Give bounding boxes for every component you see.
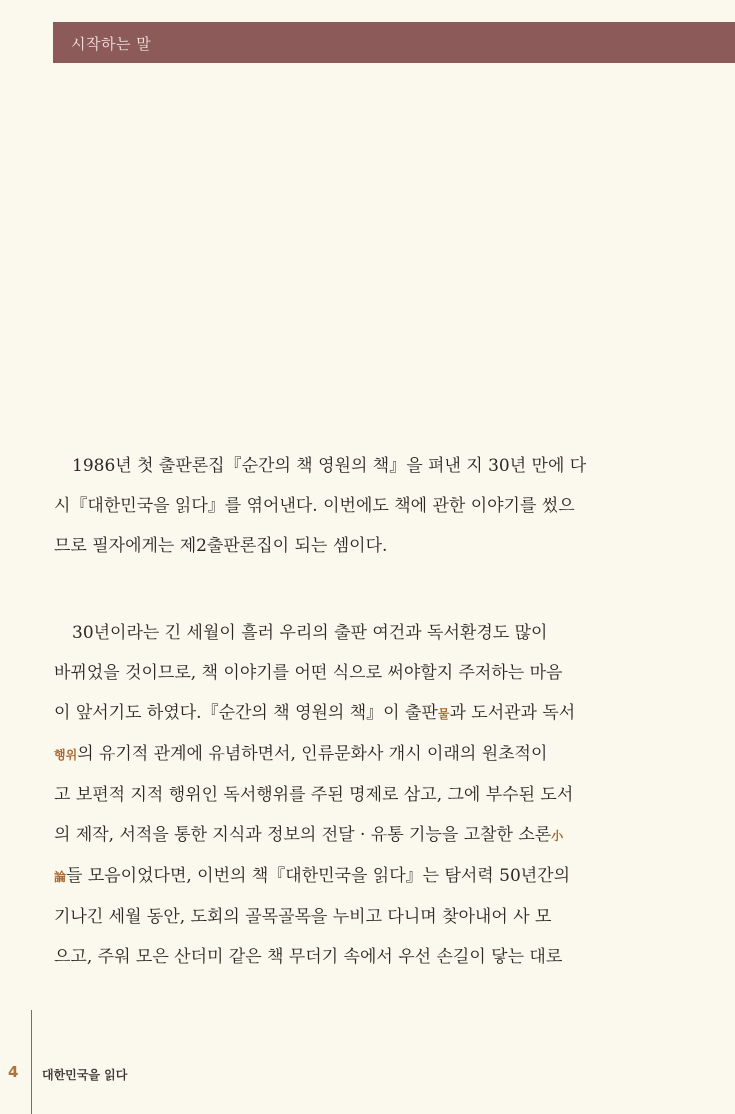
text-line: 기나긴 세월 동안, 도회의 골목골목을 누비고 다니며 찾아내어 사 모 bbox=[54, 907, 552, 927]
text-line bbox=[54, 734, 640, 775]
hanja-gloss: 論 bbox=[54, 870, 67, 884]
text-line: 1986년 첫 출판론집『순간의 책 영원의 책』을 펴낸 지 30년 만에 다 bbox=[72, 456, 587, 476]
hanja-gloss: 행위 bbox=[54, 748, 78, 762]
text-segment: 이 앞서기도 하였다.『순간의 책 영원의 책』이 출판 bbox=[54, 703, 438, 723]
text-line: 시『대한민국을 읽다』를 엮어낸다. 이번에도 책에 관한 이야기를 썼으 bbox=[54, 496, 575, 516]
text-segment: 들 모음이었다면, 이번의 책『대한민국을 읽다』는 탐서력 50년간의 bbox=[66, 866, 571, 886]
text-line: 고 보편적 지적 행위인 독서행위를 주된 명제로 삼고, 그에 부수된 도서 bbox=[54, 785, 574, 805]
footer-divider bbox=[31, 1010, 32, 1114]
page-number: 4 bbox=[8, 1063, 19, 1081]
chapter-header-bar bbox=[53, 22, 735, 63]
paragraph-intro bbox=[54, 446, 640, 566]
text-line: 30년이라는 긴 세월이 흘러 우리의 출판 여건과 독서환경도 많이 bbox=[72, 623, 548, 643]
text-line bbox=[54, 693, 640, 734]
text-line: 므로 필자에게는 제2출판론집이 되는 셈이다. bbox=[54, 536, 388, 556]
text-line bbox=[54, 815, 640, 856]
hanja-gloss: 小 bbox=[551, 829, 564, 843]
running-footer-title: 대한민국을 읽다 bbox=[42, 1068, 128, 1082]
paragraph-main bbox=[54, 613, 640, 977]
text-segment: 의 제작, 서적을 통한 지식과 정보의 전달 · 유통 기능을 고찰한 소론 bbox=[54, 825, 552, 845]
chapter-title: 시작하는 말 bbox=[71, 35, 152, 53]
text-segment: 과 도서관과 독서 bbox=[449, 703, 576, 723]
text-line bbox=[54, 856, 640, 897]
hanja-gloss: 물 bbox=[437, 707, 450, 721]
text-line: 바뀌었을 것이므로, 책 이야기를 어떤 식으로 써야할지 주저하는 마음 bbox=[54, 663, 563, 683]
text-line: 으고, 주워 모은 산더미 같은 책 무더기 속에서 우선 손길이 닿는 대로 bbox=[54, 947, 563, 967]
text-segment: 의 유기적 관계에 유념하면서, 인류문화사 개시 이래의 원초적이 bbox=[77, 744, 548, 764]
